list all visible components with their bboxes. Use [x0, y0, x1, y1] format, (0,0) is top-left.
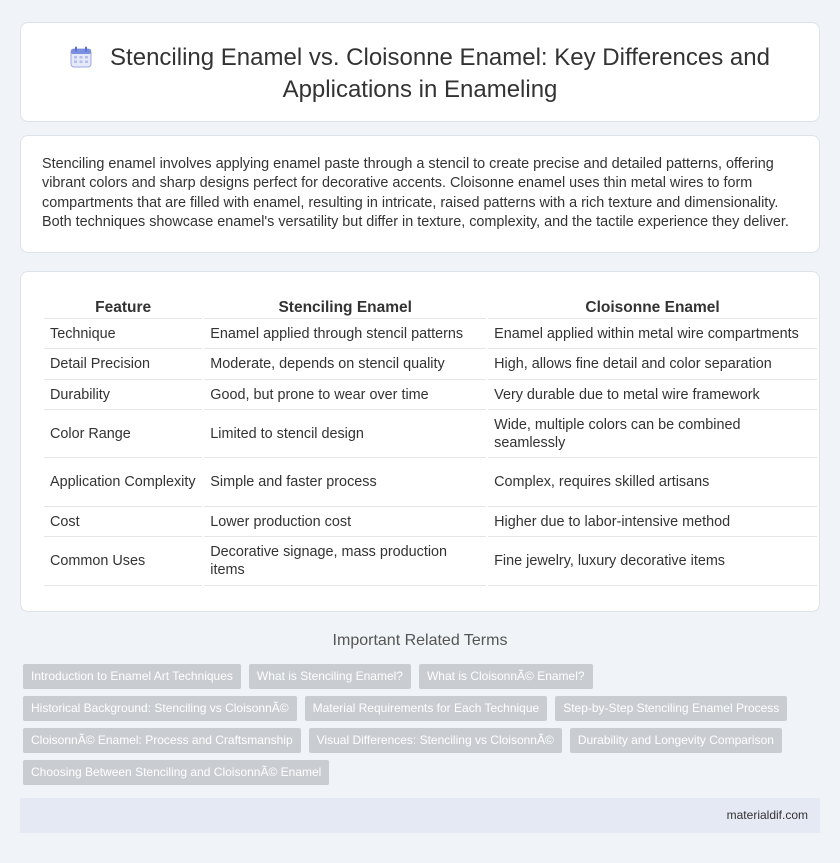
stenciling-cell: Decorative signage, mass production items	[204, 537, 486, 586]
cloisonne-cell: Very durable due to metal wire framework	[488, 380, 817, 410]
footer	[20, 798, 820, 833]
intro-card	[20, 135, 820, 253]
stenciling-cell: Lower production cost	[204, 507, 486, 537]
table-row	[44, 458, 817, 507]
related-tag[interactable]: What is CloisonnÃ© Enamel?	[419, 664, 593, 689]
tag-row	[23, 760, 329, 785]
header-feature: Feature	[44, 297, 202, 319]
cloisonne-cell: Enamel applied within metal wire compartments	[488, 319, 817, 349]
cloisonne-cell: Higher due to labor-intensive method	[488, 507, 817, 537]
related-tag[interactable]: Material Requirements for Each Technique	[305, 696, 548, 721]
related-tag[interactable]: Durability and Longevity Comparison	[570, 728, 782, 753]
table-header-row	[44, 297, 817, 319]
feature-cell: Cost	[44, 507, 202, 537]
feature-cell: Common Uses	[44, 537, 202, 586]
feature-cell: Detail Precision	[44, 349, 202, 380]
related-tag[interactable]: Step-by-Step Stenciling Enamel Process	[555, 696, 787, 721]
related-tag[interactable]: What is Stenciling Enamel?	[249, 664, 411, 689]
page-title: Stenciling Enamel vs. Cloisonne Enamel: Key Differences and Applications in Enameling	[110, 44, 770, 103]
table-row	[44, 380, 817, 410]
cloisonne-cell: Fine jewelry, luxury decorative items	[488, 537, 817, 586]
tag-row	[23, 664, 593, 689]
header-card	[20, 22, 820, 122]
table-row	[44, 319, 817, 349]
stenciling-cell: Moderate, depends on stencil quality	[204, 349, 486, 380]
header-stenciling: Stenciling Enamel	[204, 297, 486, 319]
stenciling-cell: Limited to stencil design	[204, 410, 486, 458]
cloisonne-cell: High, allows fine detail and color separation	[488, 349, 817, 380]
related-tag[interactable]: Visual Differences: Stenciling vs CloisonnÃ©	[309, 728, 562, 753]
tag-row	[23, 728, 782, 753]
stenciling-cell: Enamel applied through stencil patterns	[204, 319, 486, 349]
table-row	[44, 507, 817, 537]
table-row	[44, 349, 817, 380]
related-tag[interactable]: Choosing Between Stenciling and CloisonnÃ© Enamel	[23, 760, 329, 785]
calendar-icon	[70, 46, 92, 75]
stenciling-cell: Simple and faster process	[204, 458, 486, 507]
related-terms-title: Important Related Terms	[332, 632, 508, 649]
tag-row	[23, 696, 787, 721]
page-title-wrap	[21, 43, 819, 104]
feature-cell: Technique	[44, 319, 202, 349]
feature-cell: Application Complexity	[44, 458, 202, 507]
intro-paragraph: Stenciling enamel involves applying enamel paste through a stencil to create precise and detailed patterns, offering vibrant colors and sharp designs perfect for decorative accents. Cloisonne enamel uses thin metal wires to form compartments that are filled with enamel, resulting in intricate, raised patterns with a rich texture and dimensionality. Both techniques showcase enamel's versatility but differ in texture, complexity, and the tactile experience they deliver.	[42, 156, 789, 230]
comparison-table	[42, 297, 819, 586]
header-cloisonne: Cloisonne Enamel	[488, 297, 817, 319]
comparison-card	[20, 271, 820, 612]
feature-cell: Durability	[44, 380, 202, 410]
related-tag[interactable]: CloisonnÃ© Enamel: Process and Craftsmanship	[23, 728, 301, 753]
table-row	[44, 410, 817, 458]
cloisonne-cell: Wide, multiple colors can be combined seamlessly	[488, 410, 817, 458]
footer-site-link[interactable]: materialdif.com	[726, 808, 808, 822]
stenciling-cell: Good, but prone to wear over time	[204, 380, 486, 410]
table-row	[44, 537, 817, 586]
feature-cell: Color Range	[44, 410, 202, 458]
related-tag[interactable]: Introduction to Enamel Art Techniques	[23, 664, 241, 689]
cloisonne-cell: Complex, requires skilled artisans	[488, 458, 817, 507]
related-tag[interactable]: Historical Background: Stenciling vs CloisonnÃ©	[23, 696, 297, 721]
